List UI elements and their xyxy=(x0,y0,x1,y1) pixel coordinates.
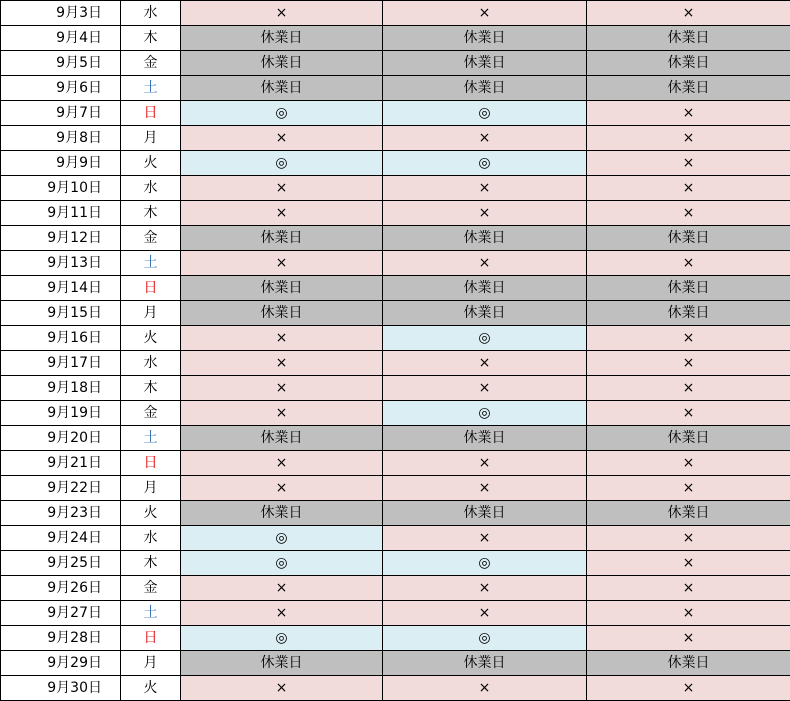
weekday-cell: 水 xyxy=(121,526,181,551)
table-row xyxy=(1,626,790,651)
table-row xyxy=(1,1,790,26)
slot-unavailable-cell: × xyxy=(181,676,383,701)
slot-closed-cell: 休業日 xyxy=(587,501,790,526)
slot-unavailable-cell: × xyxy=(587,576,790,601)
slot-unavailable-cell: × xyxy=(383,476,587,501)
date-cell: 9月17日 xyxy=(1,351,121,376)
slot-unavailable-cell: × xyxy=(181,451,383,476)
slot-unavailable-cell: × xyxy=(181,251,383,276)
slot-closed-cell: 休業日 xyxy=(383,651,587,676)
slot-closed-cell: 休業日 xyxy=(587,276,790,301)
table-row xyxy=(1,151,790,176)
slot-closed-cell: 休業日 xyxy=(587,426,790,451)
slot-closed-cell: 休業日 xyxy=(587,26,790,51)
date-cell: 9月4日 xyxy=(1,26,121,51)
weekday-cell: 日 xyxy=(121,451,181,476)
weekday-cell: 火 xyxy=(121,676,181,701)
date-cell: 9月24日 xyxy=(1,526,121,551)
table-row xyxy=(1,351,790,376)
date-cell: 9月13日 xyxy=(1,251,121,276)
weekday-cell: 土 xyxy=(121,251,181,276)
weekday-cell: 月 xyxy=(121,126,181,151)
slot-unavailable-cell: × xyxy=(587,526,790,551)
slot-closed-cell: 休業日 xyxy=(181,226,383,251)
date-cell: 9月18日 xyxy=(1,376,121,401)
slot-available-cell: ◎ xyxy=(383,626,587,651)
weekday-cell: 金 xyxy=(121,401,181,426)
slot-closed-cell: 休業日 xyxy=(587,51,790,76)
weekday-cell: 土 xyxy=(121,426,181,451)
slot-unavailable-cell: × xyxy=(587,1,790,26)
weekday-cell: 火 xyxy=(121,501,181,526)
slot-unavailable-cell: × xyxy=(181,376,383,401)
weekday-cell: 金 xyxy=(121,51,181,76)
table-row xyxy=(1,401,790,426)
slot-unavailable-cell: × xyxy=(181,176,383,201)
slot-unavailable-cell: × xyxy=(383,251,587,276)
slot-closed-cell: 休業日 xyxy=(383,426,587,451)
weekday-cell: 金 xyxy=(121,576,181,601)
table-row xyxy=(1,451,790,476)
weekday-cell: 土 xyxy=(121,601,181,626)
slot-unavailable-cell: × xyxy=(587,601,790,626)
slot-unavailable-cell: × xyxy=(587,351,790,376)
slot-closed-cell: 休業日 xyxy=(181,76,383,101)
slot-unavailable-cell: × xyxy=(587,326,790,351)
slot-closed-cell: 休業日 xyxy=(587,226,790,251)
weekday-cell: 日 xyxy=(121,276,181,301)
slot-unavailable-cell: × xyxy=(383,126,587,151)
slot-unavailable-cell: × xyxy=(181,126,383,151)
table-row xyxy=(1,326,790,351)
date-cell: 9月9日 xyxy=(1,151,121,176)
slot-available-cell: ◎ xyxy=(383,151,587,176)
slot-unavailable-cell: × xyxy=(587,476,790,501)
weekday-cell: 水 xyxy=(121,1,181,26)
weekday-cell: 水 xyxy=(121,176,181,201)
table-row xyxy=(1,226,790,251)
date-cell: 9月29日 xyxy=(1,651,121,676)
slot-unavailable-cell: × xyxy=(383,176,587,201)
table-row xyxy=(1,551,790,576)
slot-closed-cell: 休業日 xyxy=(383,301,587,326)
slot-closed-cell: 休業日 xyxy=(383,51,587,76)
table-row xyxy=(1,76,790,101)
weekday-cell: 木 xyxy=(121,376,181,401)
date-cell: 9月10日 xyxy=(1,176,121,201)
slot-unavailable-cell: × xyxy=(181,326,383,351)
slot-unavailable-cell: × xyxy=(587,626,790,651)
weekday-cell: 木 xyxy=(121,551,181,576)
weekday-cell: 月 xyxy=(121,476,181,501)
table-row xyxy=(1,601,790,626)
slot-closed-cell: 休業日 xyxy=(587,76,790,101)
slot-available-cell: ◎ xyxy=(383,326,587,351)
table-row xyxy=(1,126,790,151)
table-row xyxy=(1,651,790,676)
table-row xyxy=(1,301,790,326)
slot-unavailable-cell: × xyxy=(383,451,587,476)
slot-closed-cell: 休業日 xyxy=(181,276,383,301)
weekday-cell: 日 xyxy=(121,101,181,126)
slot-unavailable-cell: × xyxy=(383,351,587,376)
slot-unavailable-cell: × xyxy=(181,401,383,426)
slot-unavailable-cell: × xyxy=(383,601,587,626)
weekday-cell: 月 xyxy=(121,301,181,326)
slot-closed-cell: 休業日 xyxy=(587,301,790,326)
slot-unavailable-cell: × xyxy=(383,526,587,551)
date-cell: 9月16日 xyxy=(1,326,121,351)
slot-closed-cell: 休業日 xyxy=(181,51,383,76)
date-cell: 9月8日 xyxy=(1,126,121,151)
table-row xyxy=(1,276,790,301)
weekday-cell: 火 xyxy=(121,326,181,351)
weekday-cell: 火 xyxy=(121,151,181,176)
slot-closed-cell: 休業日 xyxy=(181,501,383,526)
slot-closed-cell: 休業日 xyxy=(181,651,383,676)
slot-unavailable-cell: × xyxy=(181,1,383,26)
table-row xyxy=(1,26,790,51)
table-row xyxy=(1,176,790,201)
slot-available-cell: ◎ xyxy=(181,551,383,576)
slot-unavailable-cell: × xyxy=(587,376,790,401)
table-row xyxy=(1,376,790,401)
date-cell: 9月28日 xyxy=(1,626,121,651)
date-cell: 9月20日 xyxy=(1,426,121,451)
table-row xyxy=(1,51,790,76)
slot-closed-cell: 休業日 xyxy=(181,426,383,451)
date-cell: 9月27日 xyxy=(1,601,121,626)
slot-unavailable-cell: × xyxy=(383,576,587,601)
date-cell: 9月21日 xyxy=(1,451,121,476)
slot-unavailable-cell: × xyxy=(587,676,790,701)
table-row xyxy=(1,576,790,601)
slot-unavailable-cell: × xyxy=(181,201,383,226)
slot-available-cell: ◎ xyxy=(181,526,383,551)
table-row xyxy=(1,676,790,701)
slot-unavailable-cell: × xyxy=(587,126,790,151)
slot-unavailable-cell: × xyxy=(587,101,790,126)
slot-unavailable-cell: × xyxy=(181,351,383,376)
weekday-cell: 金 xyxy=(121,226,181,251)
slot-closed-cell: 休業日 xyxy=(181,26,383,51)
slot-closed-cell: 休業日 xyxy=(383,501,587,526)
weekday-cell: 日 xyxy=(121,626,181,651)
slot-unavailable-cell: × xyxy=(181,576,383,601)
slot-closed-cell: 休業日 xyxy=(383,226,587,251)
slot-unavailable-cell: × xyxy=(181,601,383,626)
date-cell: 9月14日 xyxy=(1,276,121,301)
date-cell: 9月30日 xyxy=(1,676,121,701)
slot-available-cell: ◎ xyxy=(181,151,383,176)
table-row xyxy=(1,501,790,526)
slot-unavailable-cell: × xyxy=(383,201,587,226)
table-row xyxy=(1,201,790,226)
slot-unavailable-cell: × xyxy=(383,376,587,401)
date-cell: 9月19日 xyxy=(1,401,121,426)
slot-closed-cell: 休業日 xyxy=(383,276,587,301)
date-cell: 9月5日 xyxy=(1,51,121,76)
slot-available-cell: ◎ xyxy=(181,101,383,126)
table-row xyxy=(1,476,790,501)
slot-closed-cell: 休業日 xyxy=(383,76,587,101)
weekday-cell: 月 xyxy=(121,651,181,676)
date-cell: 9月23日 xyxy=(1,501,121,526)
date-cell: 9月15日 xyxy=(1,301,121,326)
slot-unavailable-cell: × xyxy=(383,1,587,26)
slot-unavailable-cell: × xyxy=(383,676,587,701)
date-cell: 9月22日 xyxy=(1,476,121,501)
date-cell: 9月11日 xyxy=(1,201,121,226)
weekday-cell: 木 xyxy=(121,201,181,226)
date-cell: 9月25日 xyxy=(1,551,121,576)
slot-available-cell: ◎ xyxy=(181,626,383,651)
calendar-body xyxy=(1,1,790,701)
slot-available-cell: ◎ xyxy=(383,551,587,576)
table-row xyxy=(1,101,790,126)
weekday-cell: 木 xyxy=(121,26,181,51)
slot-closed-cell: 休業日 xyxy=(181,301,383,326)
weekday-cell: 土 xyxy=(121,76,181,101)
slot-unavailable-cell: × xyxy=(587,401,790,426)
slot-unavailable-cell: × xyxy=(587,251,790,276)
slot-closed-cell: 休業日 xyxy=(383,26,587,51)
date-cell: 9月6日 xyxy=(1,76,121,101)
slot-unavailable-cell: × xyxy=(587,151,790,176)
slot-unavailable-cell: × xyxy=(587,176,790,201)
slot-closed-cell: 休業日 xyxy=(587,651,790,676)
date-cell: 9月26日 xyxy=(1,576,121,601)
slot-unavailable-cell: × xyxy=(587,451,790,476)
date-cell: 9月7日 xyxy=(1,101,121,126)
slot-unavailable-cell: × xyxy=(587,201,790,226)
slot-unavailable-cell: × xyxy=(587,551,790,576)
slot-unavailable-cell: × xyxy=(181,476,383,501)
table-row xyxy=(1,426,790,451)
date-cell: 9月12日 xyxy=(1,226,121,251)
slot-available-cell: ◎ xyxy=(383,401,587,426)
weekday-cell: 水 xyxy=(121,351,181,376)
table-row xyxy=(1,526,790,551)
date-cell: 9月3日 xyxy=(1,1,121,26)
table-row xyxy=(1,251,790,276)
slot-available-cell: ◎ xyxy=(383,101,587,126)
